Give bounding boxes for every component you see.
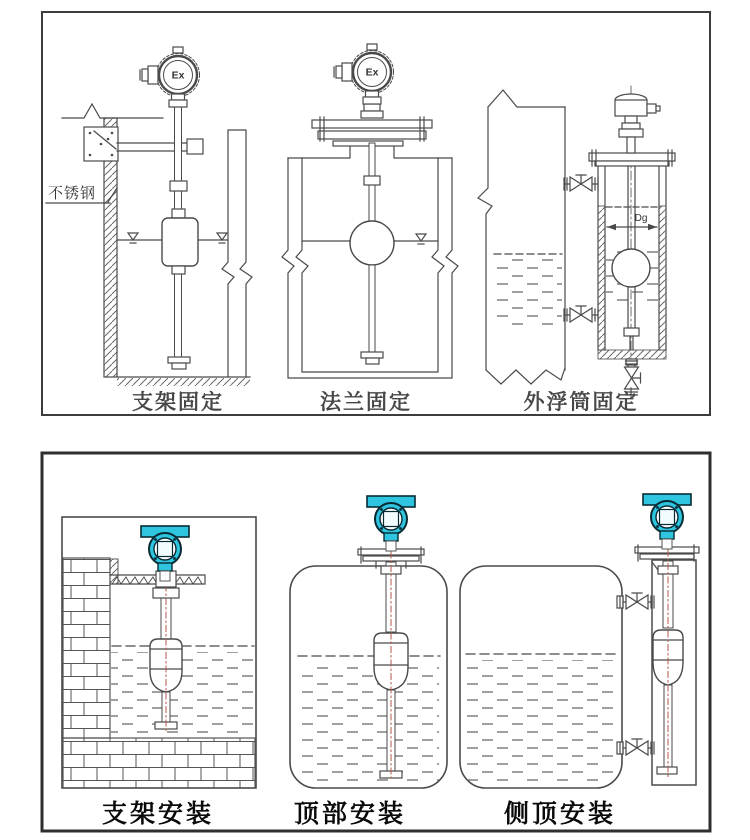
brick-wall-column [63, 558, 110, 738]
bracket-anchor [110, 559, 118, 584]
caption-bracket-install: 支架安装 [101, 800, 214, 828]
ball-float-icon [350, 221, 394, 265]
caption-side-top-install: 侧顶安装 [503, 800, 616, 828]
sensor-rod-lower [369, 265, 375, 352]
cable-gland [647, 104, 656, 113]
float-icon [162, 218, 198, 266]
water-fill [467, 660, 615, 784]
nozzle-flange [333, 141, 403, 146]
rod-end-stop [361, 352, 383, 358]
ball-float-icon [612, 249, 650, 287]
caption-flange-fixing: 法兰固定 [320, 391, 412, 414]
caption-bracket-fixing: 支架固定 [132, 391, 224, 414]
caption-external-chamber-fixing: 外浮筒固定 [523, 391, 639, 414]
stainless-steel-annotation: 不锈钢 [48, 185, 97, 202]
brick-base [63, 738, 255, 788]
chamber-bottom [598, 350, 666, 359]
stem-end-stop [657, 767, 677, 774]
stem-end-stop [168, 357, 190, 363]
flange-plate-upper [312, 120, 432, 128]
chamber-flange [589, 153, 675, 161]
water-fill [111, 652, 255, 738]
bottom-panel-drawing [42, 453, 710, 831]
stem-clamp [187, 139, 203, 154]
water-fill [299, 662, 439, 782]
rod-coupling [364, 176, 380, 185]
flange-plate-lower [640, 554, 694, 559]
caption-top-install: 顶部安装 [293, 800, 406, 828]
stem-coupling [170, 181, 187, 191]
flange-plate-lower [318, 131, 426, 139]
top-panel-drawing [42, 12, 710, 415]
ex-label: Ex [365, 66, 379, 79]
bracket-install-diagram [62, 517, 256, 788]
dg-label: Dg [634, 213, 648, 224]
rod-coupling [624, 328, 639, 336]
junction-box [615, 100, 647, 116]
ex-label: Ex [171, 69, 185, 82]
liquid-fill [494, 258, 562, 330]
